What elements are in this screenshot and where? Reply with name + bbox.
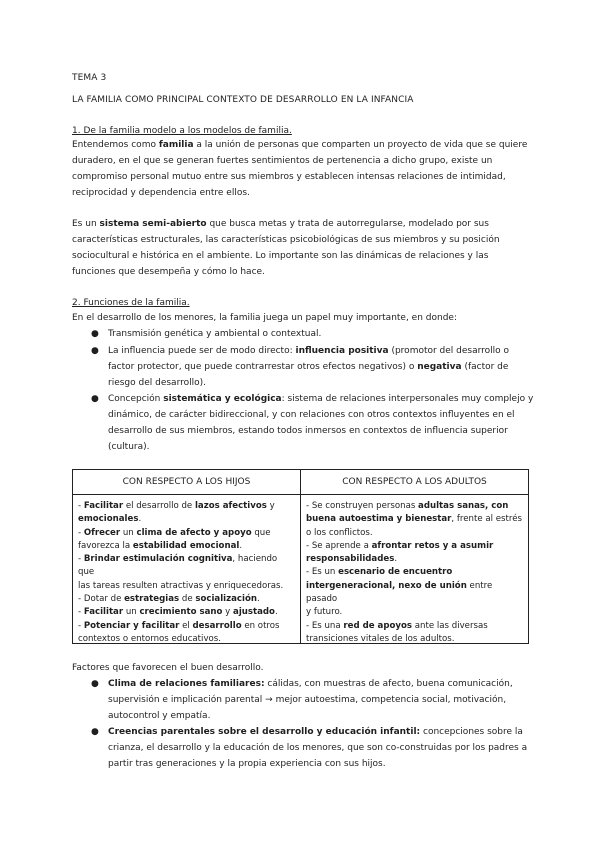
- cell-line: buena autoestima y bienestar, frente al estrés: [306, 514, 522, 525]
- cell-line: - Facilitar el desarrollo de lazos afectivos y: [78, 501, 275, 511]
- bullet-item-cont: crianza, el desarrollo y la educación de los menores, que son co-construidas por los padres a: [108, 743, 528, 753]
- bullet-item: Clima de relaciones familiares: cálidas, con muestras de afecto, buena comunicación,: [108, 679, 513, 689]
- bullet-item-cont: partir tras generaciones y la propia experiencia con sus hijos.: [108, 759, 386, 769]
- bullet-item: Concepción sistemática y ecológica: sistema de relaciones interpersonales muy complejo y: [108, 394, 534, 404]
- bullet-icon: ●: [91, 394, 99, 404]
- paragraph-line: compromiso personal mutuo entre sus miembros y establecen intensas relaciones de intimidad,: [72, 172, 506, 182]
- bullet-item-cont: dinámico, de carácter bidireccional, y con relaciones con otros contextos influyentes en el: [108, 410, 515, 420]
- table-header: [73, 470, 528, 495]
- cell-line: las tareas resulten atractivas y enriquecedoras.: [78, 580, 284, 591]
- cell-line: intergeneracional, nexo de unión entre pasado: [306, 580, 493, 605]
- cell-line: o los conflictos.: [306, 527, 373, 538]
- bullet-item-cont: factor protector, que puede contrarrestar otros efectos negativos) o negativa (factor de: [108, 362, 509, 372]
- section-2-heading: 2. Funciones de la familia.: [72, 298, 190, 308]
- cell-hijos: [73, 495, 301, 643]
- bullet-icon: ●: [91, 346, 99, 356]
- bullet-item: Creencias parentales sobre el desarrollo y educación infantil: concepciones sobre la: [108, 727, 523, 737]
- page-title: LA FAMILIA COMO PRINCIPAL CONTEXTO DE DESARROLLO EN LA INFANCIA: [72, 95, 414, 105]
- paragraph-line: reciprocidad y dependencia entre ellos.: [72, 188, 250, 198]
- bullet-item: Transmisión genética y ambiental o contextual.: [108, 329, 322, 339]
- table-body: [73, 495, 528, 643]
- cell-line: - Se construyen personas adultas sanas, con: [306, 501, 509, 511]
- cell-line: - Brindar estimulación cognitiva, haciendo que: [78, 554, 278, 578]
- bullet-icon: ●: [91, 727, 99, 737]
- cell-line: contextos o entornos educativos.: [78, 633, 221, 644]
- paragraph-line: Es un sistema semi-abierto que busca metas y trata de autorregularse, modelado por sus: [72, 219, 489, 229]
- cell-line: - Se aprende a afrontar retos y a asumir: [306, 540, 494, 551]
- section-1-heading: 1. De la familia modelo a los modelos de familia.: [72, 126, 292, 136]
- cell-line: y futuro.: [306, 607, 343, 618]
- section-2-intro: En el desarrollo de los menores, la familia juega un papel muy importante, en donde:: [72, 313, 457, 323]
- cell-line: - Es un escenario de encuentro: [306, 567, 453, 578]
- factors-intro: Factores que favorecen el buen desarrollo.: [72, 663, 264, 673]
- paragraph-line: características estructurales, las características psicobiológicas de sus miembros y su posición: [72, 235, 500, 245]
- bullet-icon: ●: [91, 679, 99, 689]
- cell-line: - Potenciar y facilitar el desarrollo en otros: [78, 620, 280, 631]
- paragraph-line: funciones que desempeña y cómo lo hace.: [72, 267, 265, 277]
- bullet-item-cont: riesgo del desarrollo).: [108, 378, 207, 388]
- paragraph-line: sociocultural e histórica en el ambiente. Lo importante son las dinámicas de relaciones y las: [72, 251, 489, 261]
- bullet-item-cont: autocontrol y empatía.: [108, 711, 211, 721]
- cell-line: emocionales.: [78, 514, 142, 525]
- header-hijos: CON RESPECTO A LOS HIJOS: [73, 470, 301, 494]
- bullet-item-cont: (cultura).: [108, 442, 150, 452]
- bullet-item-cont: supervisión e implicación parental → mejor autoestima, competencia social, motivación,: [108, 695, 507, 705]
- cell-line: - Dotar de estrategias de socialización.: [78, 594, 260, 605]
- cell-line: favorezca la estabilidad emocional.: [78, 540, 243, 551]
- cell-line: - Es una red de apoyos ante las diversas: [306, 620, 488, 631]
- bullet-item-cont: desarrollo de sus miembros, estando todos inmersos en contextos de influencia superior: [108, 426, 508, 436]
- bullet-icon: ●: [91, 329, 99, 339]
- paragraph-line: duradero, en el que se generan fuertes sentimientos de pertenencia a dicho grupo, existe un: [72, 156, 493, 166]
- functions-table: [72, 469, 529, 644]
- cell-adultos: [301, 495, 528, 643]
- cell-line: - Facilitar un crecimiento sano y ajustado.: [78, 607, 278, 618]
- paragraph-line: Entendemos como familia a la unión de personas que comparten un proyecto de vida que se quiere: [72, 140, 528, 150]
- header-adultos: CON RESPECTO A LOS ADULTOS: [342, 477, 487, 487]
- tema-label: TEMA 3: [72, 73, 107, 83]
- cell-line: responsabilidades.: [306, 554, 398, 565]
- cell-line: transiciones vitales de los adultos.: [306, 633, 455, 644]
- bullet-item: La influencia puede ser de modo directo: influencia positiva (promotor del desarrollo o: [108, 346, 510, 356]
- cell-line: - Ofrecer un clima de afecto y apoyo que: [78, 527, 271, 538]
